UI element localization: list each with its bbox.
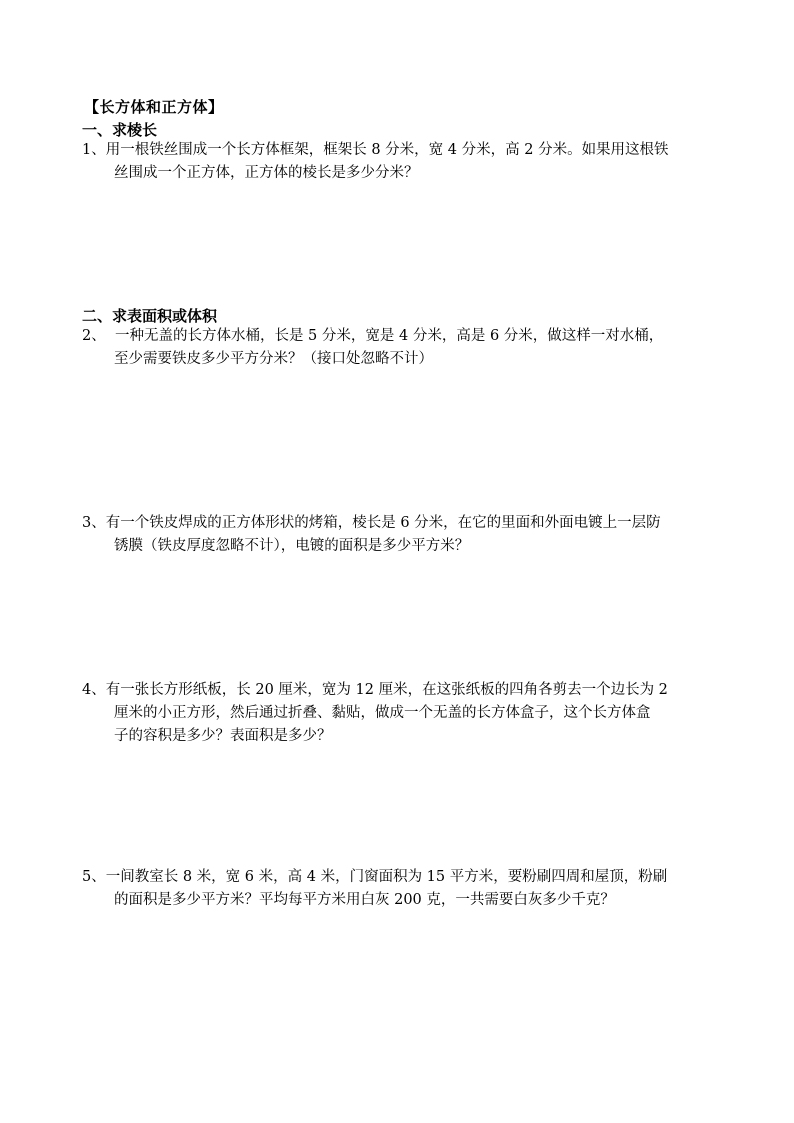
question-number: 1、 bbox=[82, 142, 106, 158]
question-continuation: 至少需要铁皮多少平方分米？（接口处忽略不计） bbox=[114, 351, 433, 367]
question-text: 一间教室长 8 米，宽 6 米，高 4 米，门窗面积为 15 平方米，要粉刷四周和屋顶，粉刷 bbox=[105, 869, 668, 885]
question-2 bbox=[82, 325, 722, 371]
question-continuation: 的面积是多少平方米？平均每平方米用白灰 200 克，一共需要白灰多少千克？ bbox=[114, 892, 615, 908]
question-number: 2、 bbox=[82, 328, 106, 344]
question-1 bbox=[82, 139, 722, 185]
question-text: 有一个铁皮焊成的正方体形状的烤箱，棱长是 6 分米，在它的里面和外面电镀上一层防 bbox=[105, 515, 661, 531]
section-heading-edge-length: 一、求棱长 bbox=[82, 121, 158, 139]
question-4 bbox=[82, 679, 722, 748]
question-5-first-line bbox=[82, 866, 722, 889]
section-heading-surface-volume: 二、求表面积或体积 bbox=[82, 307, 218, 325]
question-continuation: 厘米的小正方形，然后通过折叠、黏贴，做成一个无盖的长方体盒子，这个长方体盒 bbox=[114, 705, 651, 721]
question-1-first-line bbox=[82, 139, 722, 162]
question-2-first-line bbox=[82, 325, 722, 348]
question-4-first-line bbox=[82, 679, 722, 702]
question-number: 3、 bbox=[82, 515, 106, 531]
question-text: 用一根铁丝围成一个长方体框架，框架长 8 分米，宽 4 分米，高 2 分米。如果用这根铁 bbox=[105, 142, 669, 158]
worksheet-title: 【长方体和正方体】 bbox=[84, 98, 224, 116]
question-3-first-line bbox=[82, 512, 722, 535]
question-text: 一种无盖的长方体水桶，长是 5 分米，宽是 4 分米，高是 6 分米，做这样一对水桶， bbox=[105, 328, 664, 344]
question-number: 5、 bbox=[82, 869, 106, 885]
question-continuation: 锈膜（铁皮厚度忽略不计），电镀的面积是多少平方米？ bbox=[114, 538, 470, 554]
question-continuation: 丝围成一个正方体，正方体的棱长是多少分米？ bbox=[114, 165, 419, 181]
question-5 bbox=[82, 866, 722, 912]
question-continuation: 子的容积是多少？表面积是多少？ bbox=[114, 728, 332, 744]
question-number: 4、 bbox=[82, 682, 106, 698]
question-3 bbox=[82, 512, 722, 558]
question-text: 有一张长方形纸板，长 20 厘米，宽为 12 厘米，在这张纸板的四角各剪去一个边长为 2 bbox=[105, 682, 668, 698]
